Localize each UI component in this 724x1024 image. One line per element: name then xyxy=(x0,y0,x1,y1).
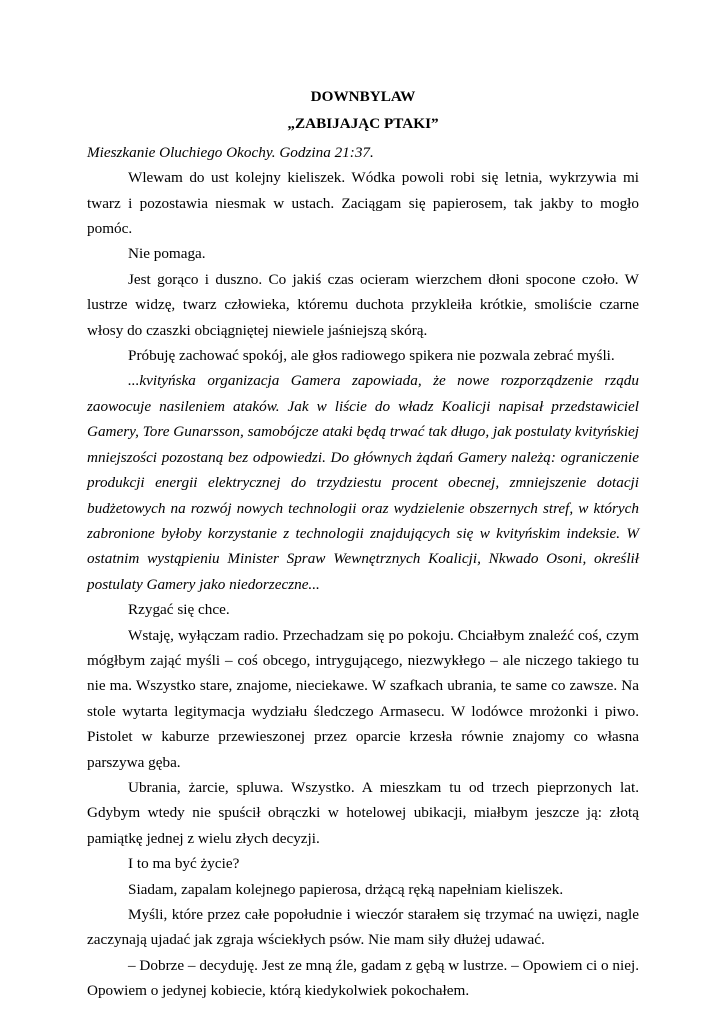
paragraph: Wlewam do ust kolejny kieliszek. Wódka powoli robi się letnia, wykrzywia mi twarz i pozostawia niesmak w ustach. Zaciągam się papierosem, tak jakby to mogło pomóc. xyxy=(87,169,639,238)
paragraph: Jest gorąco i duszno. Co jakiś czas ocieram wierzchem dłoni spocone czoło. W lustrze widzę, twarz człowieka, któremu duchota przykleiła krótkie, smoliście czarne włosy do czaszki obciągniętej niewiele jaśniejszą skórą. xyxy=(87,270,639,339)
document-page xyxy=(87,84,639,1004)
radio-broadcast-paragraph: ...kvityńska organizacja Gamera zapowiada, że nowe rozporządzenie rządu zaowocuje nasileniem ataków. Jak w liście do władz Koalicji napisał przedstawiciel Gamery, Tore Gunarsson, samobójcze ataki będą trwać tak długo, jak postulaty kvityńskiej mniejszości pozostaną bez odpowiedzi. Do głównych żądań Gamery należą: ograniczenie produkcji energii elektrycznej do trzydziestu procent obecnej, zmniejszenie dotacji budżetowych na rozwój nowych technologii oraz wydzielenie obszernych stref, w których zabronione byłoby korzystanie z technologii znajdujących się w kvityńskim indeksie. W ostatnim wystąpieniu Minister Spraw Wewnętrznych Koalicji, Nkwado Osoni, określił postulaty Gamery jako niedorzeczne... xyxy=(87,372,639,593)
paragraph: Ubrania, żarcie, spluwa. Wszystko. A mieszkam tu od trzech pieprzonych lat. Gdybym wtedy nie spuścił obrączki w hotelowej ubikacji, miałbym jeszcze ją: złotą pamiątkę jednej z wielu złych decyzji. xyxy=(87,778,639,847)
story-title: „ZABIJAJĄC PTAKI” xyxy=(287,115,439,133)
paragraph: Rzygać się chce. xyxy=(128,601,230,619)
paragraph: Myśli, które przez całe popołudnie i wieczór starałem się trzymać na uwięzi, nagle zaczynają ujadać jak zgraja wściekłych psów. Nie mam siły dłużej udawać. xyxy=(87,906,639,949)
paragraph: I to ma być życie? xyxy=(128,855,240,873)
paragraph: Próbuję zachować spokój, ale głos radiowego spikera nie pozwala zebrać myśli. xyxy=(128,347,615,365)
paragraph: Siadam, zapalam kolejnego papierosa, drżącą ręką napełniam kieliszek. xyxy=(128,880,564,898)
paragraph: Nie pomaga. xyxy=(128,245,206,263)
paragraph: – Dobrze – decyduję. Jest ze mną źle, gadam z gębą w lustrze. – Opowiem ci o niej. Opowiem o jedynej kobiecie, którą kiedykolwiek pokochałem. xyxy=(87,956,639,1000)
paragraph: Wstaję, wyłączam radio. Przechadzam się po pokoju. Chciałbym znaleźć coś, czym mógłbym zająć myśli – coś obcego, intrygującego, niezwykłego – ale niczego takiego tu nie ma. Wszystko stare, znajome, nieciekawe. W szafkach ubrania, te same co zawsze. Na stole wytarta legitymacja wydziału śledczego Armasecu. W lodówce mrożonki i piwo. Pistolet w kaburze przewieszonej przez oparcie krzesła równie znajomy co własna parszywa gęba. xyxy=(87,626,639,771)
scene-setting: Mieszkanie Oluchiego Okochy. Godzina 21:37. xyxy=(87,143,374,161)
author-heading: DOWNBYLAW xyxy=(310,88,416,105)
